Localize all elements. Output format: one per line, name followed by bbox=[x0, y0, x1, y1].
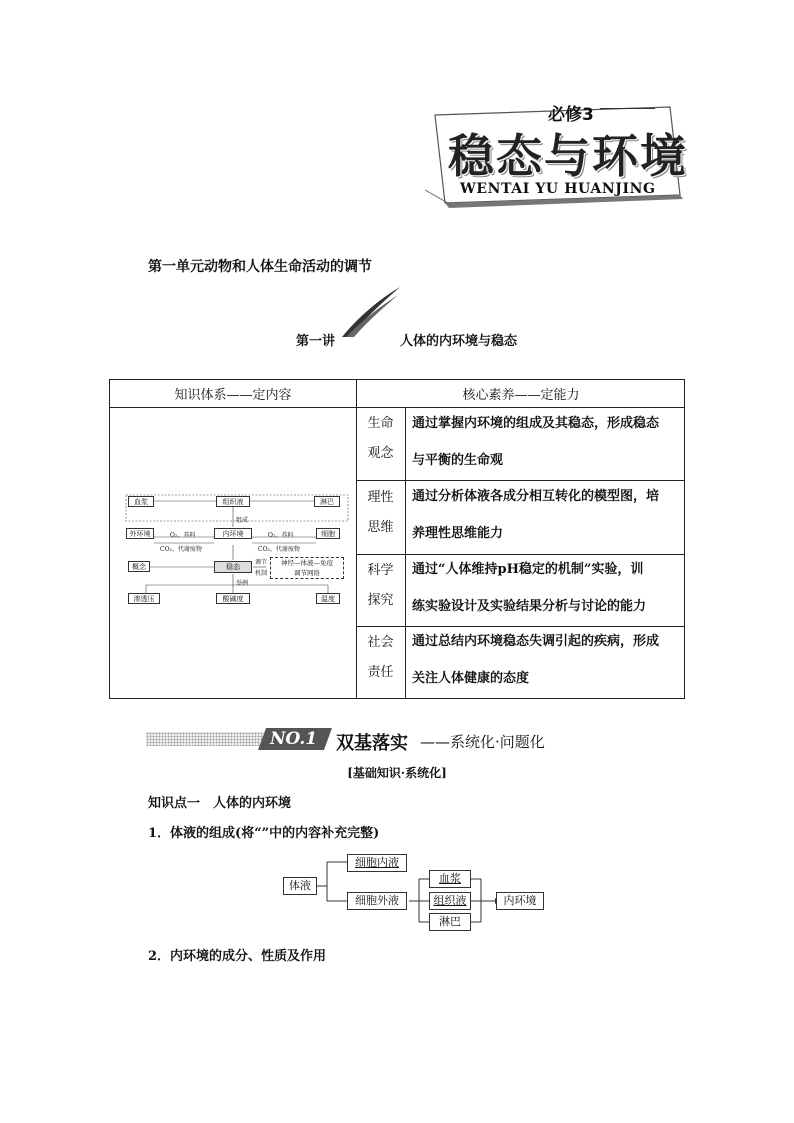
lecture-number: 第一讲 bbox=[296, 334, 336, 349]
o2-nutrient-label: O₂、养料 bbox=[268, 532, 294, 539]
category-label: 科学 探究 bbox=[367, 563, 394, 608]
internal-env-box: 内环境 bbox=[214, 528, 252, 539]
plasma-box: 血浆 bbox=[429, 870, 471, 888]
category-divider bbox=[405, 408, 406, 698]
subheading: [基础知识·系统化] bbox=[347, 766, 447, 780]
objective-text: 通过总结内环境稳态失调引起的疾病，形成 关注人体健康的态度 bbox=[412, 634, 660, 686]
section-dots-decoration bbox=[146, 732, 264, 746]
homeostasis-box: 稳态 bbox=[214, 561, 252, 573]
objectives-table bbox=[109, 379, 685, 699]
knowledge-point-title: 知识点一 人体的内环境 bbox=[148, 796, 292, 811]
body-fluid-box: 体液 bbox=[283, 877, 317, 895]
compose-label: 组成 bbox=[236, 517, 249, 524]
tissue-fluid-box: 组织液 bbox=[216, 496, 250, 507]
swoosh-logo-icon bbox=[340, 285, 402, 341]
osmotic-pressure-box: 渗透压 bbox=[128, 593, 160, 604]
section-badge: NO.1 bbox=[270, 729, 318, 749]
examples-label: 举例 bbox=[236, 580, 249, 587]
objective-text: 通过分析体液各成分相互转化的模型图，培 养理性思维能力 bbox=[412, 489, 660, 541]
category-label: 社会 责任 bbox=[367, 635, 394, 680]
co2-waste-label: CO₂、代谢废物 bbox=[160, 546, 202, 553]
item-2-heading: 2．内环境的成分、性质及作用 bbox=[148, 949, 327, 964]
section-subtitle: ——系统化·问题化 bbox=[420, 733, 545, 751]
external-env-box: 外环境 bbox=[126, 528, 154, 539]
concept-box: 概念 bbox=[128, 561, 150, 572]
lymph-box: 淋巴 bbox=[429, 913, 471, 931]
plasma-box: 血浆 bbox=[128, 496, 154, 507]
left-column-header: 知识体系——定内容 bbox=[174, 388, 292, 403]
knowledge-map bbox=[124, 492, 352, 604]
item-1-heading: 1．体液的组成(将“”中的内容补充完整) bbox=[148, 826, 380, 841]
mechanism-label: 机制 bbox=[255, 570, 268, 577]
co2-waste-label: CO₂、代谢废物 bbox=[258, 546, 300, 553]
lecture-title: 人体的内环境与稳态 bbox=[400, 334, 518, 349]
internal-environment-box: 内环境 bbox=[496, 892, 544, 910]
cell-box: 细胞 bbox=[316, 528, 340, 539]
intracellular-fluid-box: 细胞内液 bbox=[347, 854, 407, 872]
tissue-fluid-box: 组织液 bbox=[429, 892, 471, 910]
module-label: 必修3 bbox=[548, 105, 594, 125]
lymph-box: 淋巴 bbox=[314, 496, 340, 507]
book-pinyin: WENTAI YU HUANJING bbox=[460, 181, 656, 197]
category-label: 生命 观念 bbox=[367, 416, 394, 461]
unit-title: 第一单元动物和人体生命活动的调节 bbox=[148, 259, 372, 275]
right-column-header: 核心素养——定能力 bbox=[462, 388, 580, 403]
regulate-label: 调节 bbox=[255, 559, 268, 566]
regulation-network-box: 神经—体液—免疫 调节网络 bbox=[270, 557, 344, 579]
category-label: 理性 思维 bbox=[367, 490, 394, 535]
temperature-box: 温度 bbox=[316, 593, 340, 604]
objective-text: 通过掌握内环境的组成及其稳态，形成稳态 与平衡的生命观 bbox=[412, 416, 660, 468]
o2-nutrient-label: O₂、养料 bbox=[170, 532, 196, 539]
objective-text: 通过“人体维持pH稳定的机制”实验，训 练实验设计及实验结果分析与讨论的能力 bbox=[412, 562, 647, 614]
book-title: 稳态与环境 bbox=[448, 129, 688, 183]
knowledge-map-lines bbox=[124, 492, 352, 604]
section-title: 双基落实 bbox=[336, 733, 408, 754]
extracellular-fluid-box: 细胞外液 bbox=[347, 892, 407, 910]
module-rule bbox=[600, 108, 655, 109]
ph-box: 酸碱度 bbox=[216, 593, 250, 604]
